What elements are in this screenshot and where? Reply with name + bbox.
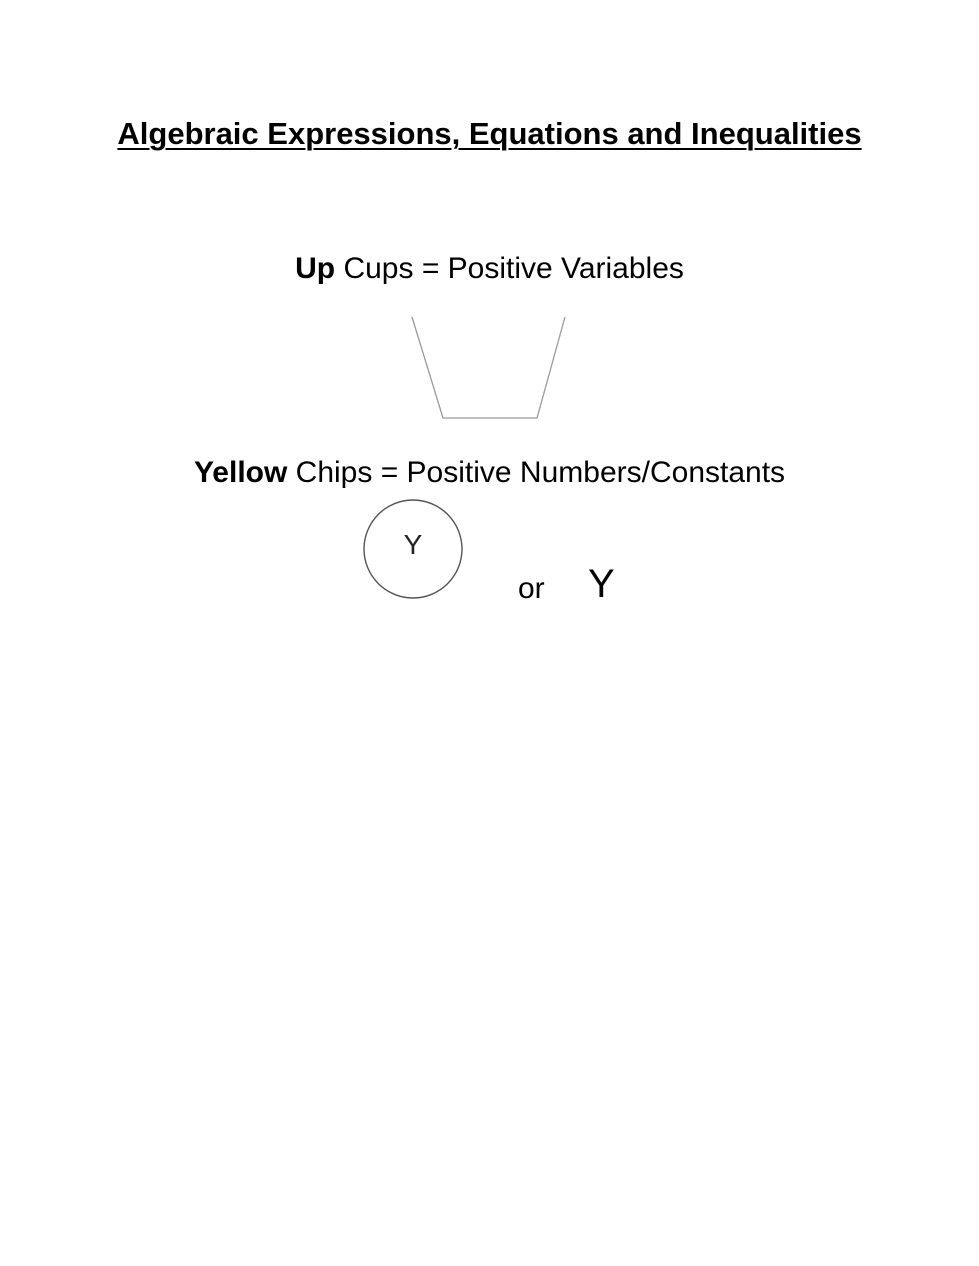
yellow-chip-symbol: Y — [588, 562, 615, 606]
yellow-chip-icon — [358, 496, 468, 606]
chips-definition-text: Chips = Positive Numbers/Constants — [287, 456, 786, 489]
page-title: Algebraic Expressions, Equations and Inequalities — [117, 116, 862, 151]
cups-bold-word: Up — [295, 252, 336, 285]
chips-bold-word: Yellow — [193, 456, 288, 489]
up-cup-icon — [405, 311, 575, 426]
or-text: or — [518, 572, 545, 605]
chips-definition — [0, 456, 979, 490]
cups-definition — [0, 252, 979, 286]
chip-label: Y — [403, 529, 423, 560]
cups-definition-text: Cups = Positive Variables — [335, 252, 684, 285]
